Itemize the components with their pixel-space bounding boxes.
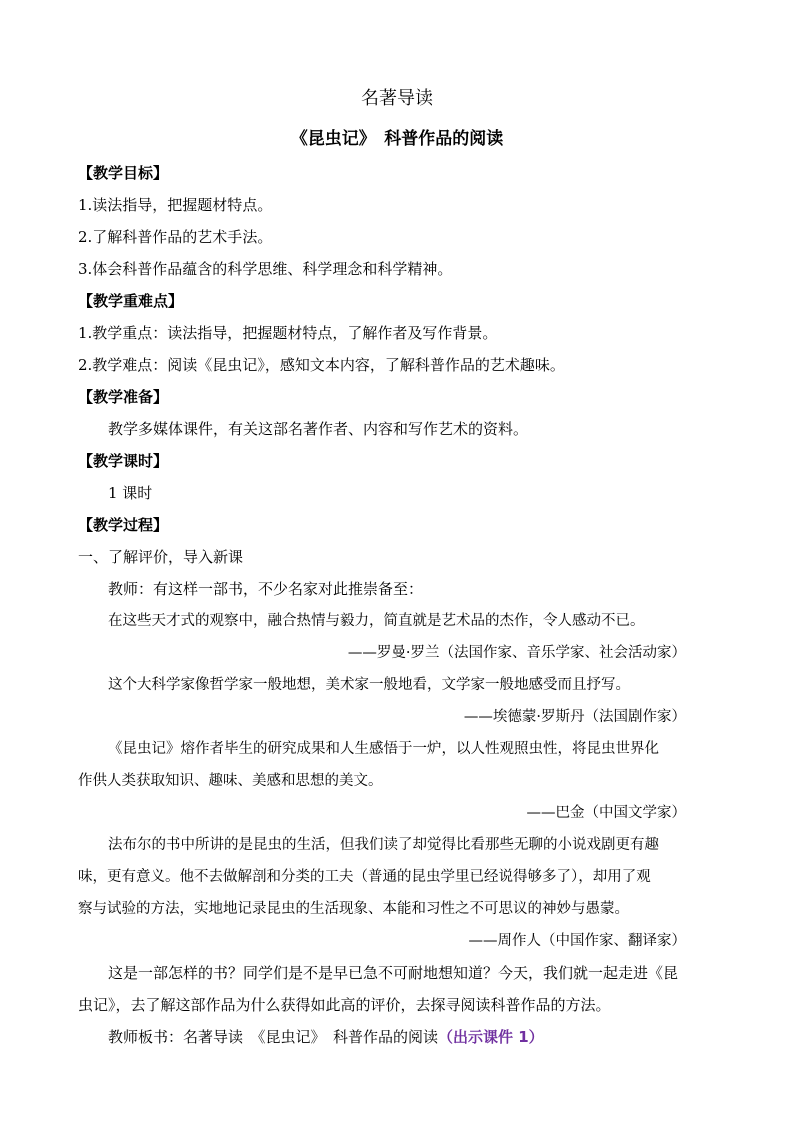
- quote-zhouzuoren-line: 察与试验的方法，实地地记录昆虫的生活现象、本能和习性之不可思议的神妙与愚蒙。: [78, 901, 629, 917]
- keypoint-item: 1.教学重点：读法指导，把握题材特点，了解作者及写作背景。: [78, 324, 498, 342]
- quote-romain-rolland: 在这些天才式的观察中，融合热情与毅力，简直就是艺术品的杰作，令人感动不已。: [108, 613, 645, 629]
- keypoint-item: 2.教学难点：阅读《昆虫记》，感知文本内容，了解科普作品的艺术趣味。: [78, 356, 565, 374]
- quote-rostand: 这个大科学家像哲学家一般地想，美术家一般地看，文学家一般地感受而且抒写。: [108, 677, 630, 693]
- goal-item: 3.体会科普作品蕴含的科学思维、科学理念和科学精神。: [78, 260, 453, 278]
- board-writing: [108, 1026, 544, 1048]
- quote-attribution: ——埃德蒙·罗斯丹（法国剧作家）: [463, 709, 686, 725]
- quote-bajin-line: 作供人类获取知识、趣味、美感和思想的美文。: [78, 773, 383, 789]
- hours-heading: 【教学课时】: [78, 452, 169, 470]
- prep-heading: 【教学准备】: [78, 388, 169, 406]
- page-subtitle: 《昆虫记》 科普作品的阅读: [290, 129, 504, 149]
- step1-title: 一、了解评价，导入新课: [78, 548, 244, 566]
- quote-attribution: ——周作人（中国作家、翻译家）: [468, 933, 686, 949]
- quote-zhouzuoren-line: 法布尔的书中所讲的是昆虫的生活，但我们读了却觉得比看那些无聊的小说戏剧更有趣: [108, 837, 659, 853]
- hours-text: 1 课时: [108, 484, 153, 502]
- teacher-intro: 教师：有这样一部书，不少名家对此推崇备至：: [108, 580, 424, 598]
- courseware-note: （出示课件 1）: [438, 1028, 544, 1046]
- intro-paragraph-line: 虫记》，去了解这部作品为什么获得如此高的评价，去探寻阅读科普作品的方法。: [78, 996, 611, 1014]
- prep-text: 教学多媒体课件，有关这部名著作者、内容和写作艺术的资料。: [108, 420, 529, 438]
- quote-attribution: ——巴金（中国文学家）: [526, 805, 686, 821]
- keypoints-heading: 【教学重难点】: [78, 292, 184, 310]
- goal-item: 2.了解科普作品的艺术手法。: [78, 228, 273, 246]
- quote-attribution: ——罗曼·罗兰（法国作家、音乐学家、社会活动家）: [347, 645, 686, 661]
- quote-bajin-line: 《昆虫记》熔作者毕生的研究成果和人生感悟于一炉，以人性观照虫性，将昆虫世界化: [108, 741, 659, 757]
- intro-paragraph-line: 这是一部怎样的书？同学们是不是早已急不可耐地想知道？今天，我们就一起走进《昆: [108, 964, 679, 982]
- process-heading: 【教学过程】: [78, 516, 169, 534]
- goals-heading: 【教学目标】: [78, 164, 169, 182]
- quote-zhouzuoren-line: 味，更有意义。他不去做解剖和分类的工夫（普通的昆虫学里已经说得够多了），却用了观: [78, 869, 651, 885]
- page-title: 名著导读: [361, 88, 433, 109]
- board-text: 教师板书：名著导读 《昆虫记》 科普作品的阅读: [108, 1028, 439, 1046]
- goal-item: 1.读法指导，把握题材特点。: [78, 196, 273, 214]
